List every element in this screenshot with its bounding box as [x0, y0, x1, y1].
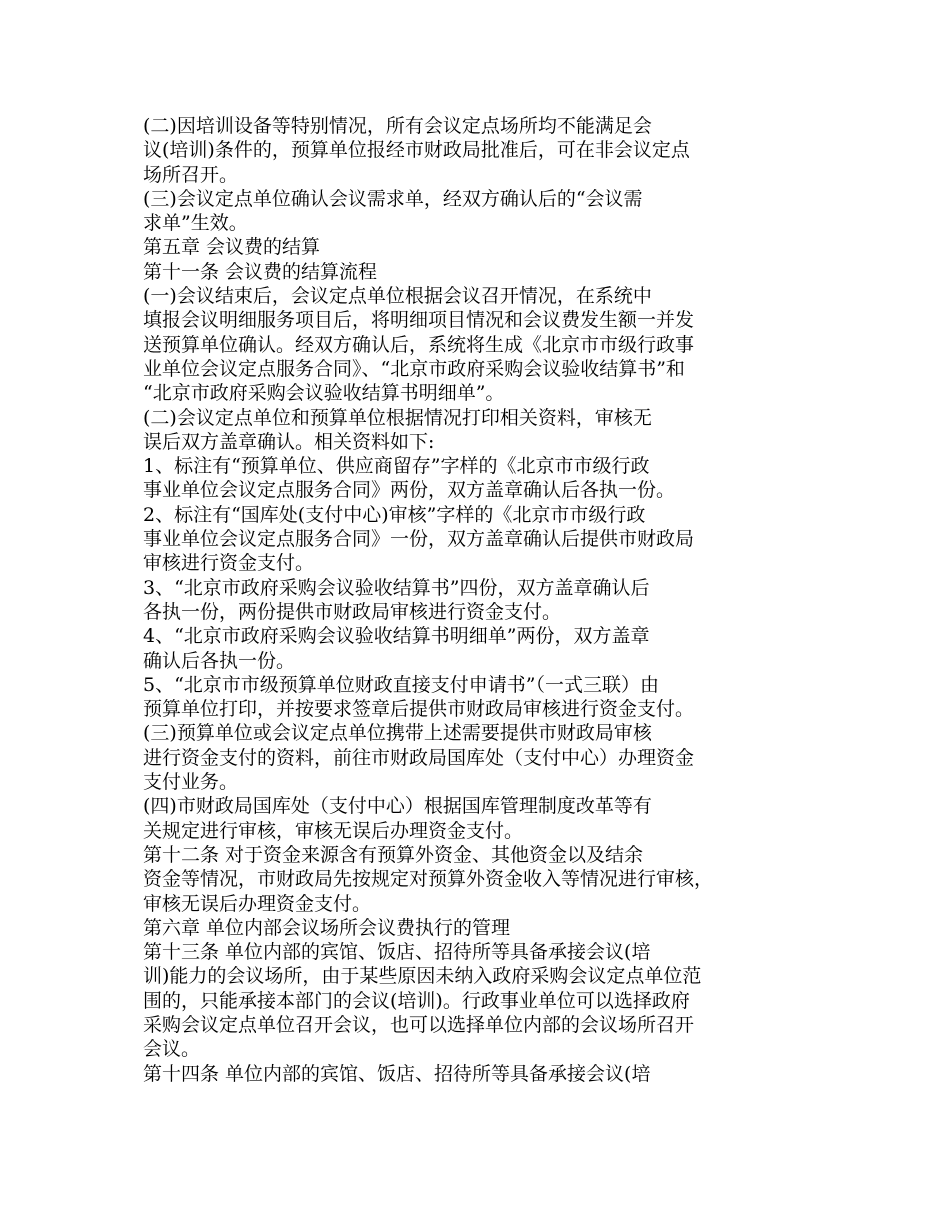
text-line: 各执一份，两份提供市财政局审核进行资金支付。 — [143, 600, 562, 623]
list-item: 1、标注有“预算单位、供应商留存”字样的《北京市市级行政 — [143, 455, 650, 478]
text-line: (三)预算单位或会议定点单位携带上述需要提供市财政局审核 — [143, 722, 652, 745]
article-heading: 第十一条 会议费的结算流程 — [143, 260, 378, 283]
text-line: 误后双方盖章确认。相关资料如下: — [143, 430, 435, 453]
text-line: 确认后各执一份。 — [143, 649, 296, 672]
article-heading: 第十三条 单位内部的宾馆、饭店、招待所等具备承接会议(培 — [143, 941, 651, 964]
text-line: 议(培训)条件的，预算单位报经市财政局批准后，可在非会议定点 — [143, 139, 690, 162]
text-line: 审核无误后办理资金支付。 — [143, 892, 372, 915]
document-page — [143, 114, 803, 1086]
text-line: 围的，只能承接本部门的会议(培训)。行政事业单位可以选择政府 — [143, 989, 690, 1012]
chapter-heading: 第六章 单位内部会议场所会议费执行的管理 — [143, 916, 511, 939]
text-line: 审核进行资金支付。 — [143, 552, 315, 575]
list-item: 2、标注有“国库处(支付中心)审核”字样的《北京市市级行政 — [143, 503, 646, 526]
text-line: 送预算单位确认。经双方确认后，系统将生成《北京市市级行政事 — [143, 333, 695, 356]
text-line: 预算单位打印，并按要求签章后提供市财政局审核进行资金支付。 — [143, 698, 695, 721]
text-line: (一)会议结束后，会议定点单位根据会议召开情况，在系统中 — [143, 285, 652, 308]
article-heading: 第十四条 单位内部的宾馆、饭店、招待所等具备承接会议(培 — [143, 1062, 651, 1085]
text-line: “北京市政府采购会议验收结算书明细单”。 — [143, 382, 505, 405]
text-line: 求单”生效。 — [143, 212, 248, 235]
text-line: (二)因培训设备等特别情况，所有会议定点场所均不能满足会 — [143, 115, 652, 137]
text-line: 关规定进行审核，审核无误后办理资金支付。 — [143, 819, 524, 842]
article-heading: 第十二条 对于资金来源含有预算外资金、其他资金以及结余 — [143, 843, 644, 866]
list-item: 3、“北京市政府采购会议验收结算书”四份，双方盖章确认后 — [143, 576, 650, 599]
text-line: 资金等情况，市财政局先按规定对预算外资金收入等情况进行审核， — [143, 868, 714, 891]
list-item: 5、“北京市市级预算单位财政直接支付申请书”（一式三联）由 — [143, 673, 660, 696]
text-line: 进行资金支付的资料，前往市财政局国库处（支付中心）办理资金 — [143, 746, 695, 769]
text-line: 事业单位会议定点服务合同》一份，双方盖章确认后提供市财政局 — [143, 528, 695, 551]
text-line: (四)市财政局国库处（支付中心）根据国库管理制度改革等有 — [143, 795, 652, 818]
list-item: 4、“北京市政府采购会议验收结算书明细单”两份，双方盖章 — [143, 625, 650, 648]
text-line: (三)会议定点单位确认会议需求单，经双方确认后的“会议需 — [143, 187, 643, 210]
text-line: 填报会议明细服务项目后，将明细项目情况和会议费发生额一并发 — [143, 309, 695, 332]
chapter-heading: 第五章 会议费的结算 — [143, 236, 321, 259]
text-line: 采购会议定点单位召开会议，也可以选择单位内部的会议场所召开 — [143, 1013, 695, 1036]
text-line: 会议。 — [143, 1038, 201, 1061]
text-line: 业单位会议定点服务合同》、“北京市政府采购会议验收结算书”和 — [143, 357, 685, 380]
text-line: 场所召开。 — [143, 163, 239, 186]
text-line: 训)能力的会议场所，由于某些原因未纳入政府采购会议定点单位范 — [143, 965, 702, 988]
text-line: 事业单位会议定点服务合同》两份，双方盖章确认后各执一份。 — [143, 479, 676, 502]
text-line: 支付业务。 — [143, 771, 239, 794]
text-line: (二)会议定点单位和预算单位根据情况打印相关资料，审核无 — [143, 406, 652, 429]
